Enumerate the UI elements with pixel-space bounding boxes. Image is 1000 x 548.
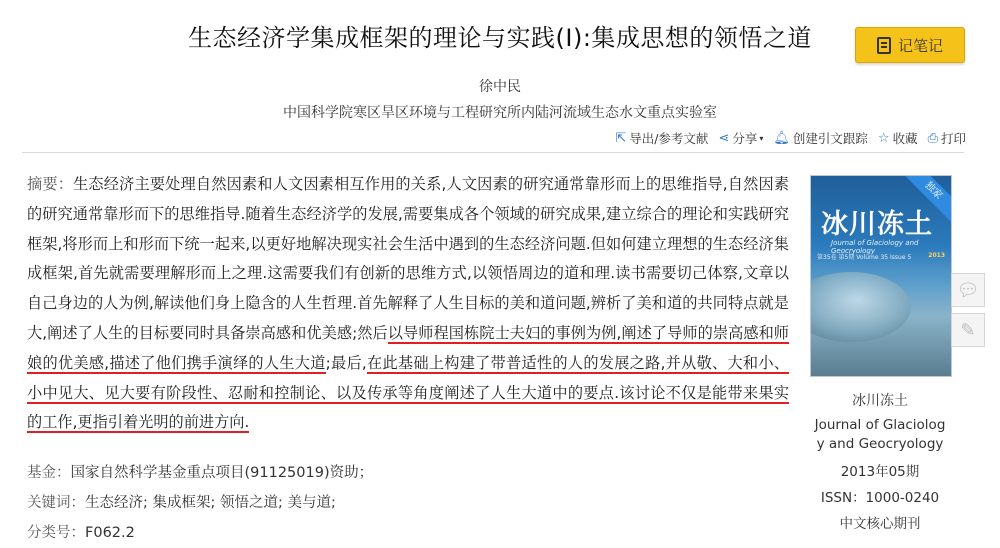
chevron-down-icon: ▾ bbox=[759, 133, 764, 143]
star-icon: ☆ bbox=[877, 130, 890, 146]
journal-issn: ISSN：1000-0240 bbox=[820, 490, 940, 506]
classification-value: F062.2 bbox=[85, 525, 135, 541]
export-icon: ⇱ bbox=[615, 130, 627, 146]
cover-globe-image bbox=[810, 272, 911, 342]
share-button[interactable] bbox=[718, 129, 763, 147]
print-button[interactable] bbox=[928, 129, 966, 147]
author-affiliation[interactable]: 中国科学院寒区旱区环境与工程研究所内陆河流域生态水文重点实验室 bbox=[283, 105, 717, 121]
bell-icon: 🔔︎ bbox=[773, 130, 790, 146]
journal-english-name-2[interactable]: y and Geocryology bbox=[816, 436, 944, 452]
keywords-value[interactable]: 生态经济; 集成框架; 领悟之道; 美与道; bbox=[85, 495, 336, 511]
classification-row bbox=[27, 521, 135, 542]
take-note-button[interactable] bbox=[855, 27, 965, 63]
citation-label: 创建引文跟踪 bbox=[792, 131, 868, 146]
abstract-label: 摘要： bbox=[27, 175, 74, 193]
exclusive-badge: 独家 bbox=[898, 175, 952, 226]
favorite-button[interactable] bbox=[878, 129, 918, 147]
abstract-highlight-1: 以导师程国栋院士夫妇的事例为例,阐述了导师的崇高感和师娘的优美感,描述了他们携手演绎的人生大道 bbox=[27, 323, 789, 372]
print-label: 打印 bbox=[940, 131, 966, 146]
fund-label: 基金： bbox=[27, 465, 71, 481]
journal-issue[interactable]: 2013年05期 bbox=[840, 464, 920, 480]
notebook-icon bbox=[877, 37, 891, 54]
journal-cover[interactable] bbox=[810, 175, 952, 377]
favorite-label: 收藏 bbox=[892, 131, 918, 146]
cover-subtitle: Journal of Glaciology and Geocryology bbox=[831, 239, 919, 255]
abstract-body: 生态经济主要处理自然因素和人文因素相互作用的关系,人文因素的研究通常靠形而上的思维指导,自然因素的研究通常靠形而下的思维指导.随着生态经济学的发展,需要集成各个领域的研究成果,建立综合的理论和实践研究框架,将形而上和形而下统一起来,以更好地解决现实社会生活中遇到的生态经济问题.但如何建立理想的生态经济集成框架,首先就需要理解形而上之理.这需要我们有创新的思维方式,以领悟周边的道和理.读书需要切己体察,文章以自己身边的人为例,解读他们身上隐含的人生哲理.首先解释了人生目标的美和道问题,辨析了美和道的共同特点就是大,阐述了人生的目标要同时具备崇高感和优美感;然后 bbox=[27, 175, 790, 342]
citation-tracking-button[interactable] bbox=[773, 129, 868, 147]
cover-year: 2013 bbox=[928, 252, 945, 259]
fund-row bbox=[27, 461, 373, 482]
journal-name[interactable]: 冰川冻土 bbox=[852, 393, 908, 409]
comment-icon[interactable]: 💬︎ bbox=[951, 273, 985, 307]
abstract-highlight-3: .该讨论不仅是能带来果实的工作,更指引着光明的前进方向. bbox=[27, 383, 790, 432]
pencil-icon[interactable]: ✎ bbox=[951, 313, 985, 347]
cover-issue: 第35卷 第5期 Volume 35 Issue 5 bbox=[817, 254, 912, 261]
journal-core-badge: 中文核心期刊 bbox=[839, 516, 921, 532]
cover-issue-line bbox=[817, 252, 945, 261]
classification-label: 分类号： bbox=[27, 525, 85, 541]
abstract-text bbox=[27, 170, 789, 438]
article-toolbar bbox=[605, 129, 966, 147]
journal-english-name-1[interactable]: Journal of Glaciolog bbox=[814, 417, 946, 433]
keywords-row bbox=[27, 491, 336, 512]
export-reference-button[interactable] bbox=[615, 129, 708, 147]
author-name[interactable]: 徐中民 bbox=[479, 79, 521, 95]
keywords-label: 关键词： bbox=[27, 495, 85, 511]
printer-icon: ⎙ bbox=[927, 130, 938, 146]
share-icon: ⋖ bbox=[718, 130, 730, 146]
cover-title: 冰川冻土 bbox=[821, 209, 933, 240]
abstract-body-2: ;最后, bbox=[325, 353, 367, 372]
header-divider bbox=[22, 152, 964, 153]
side-tools bbox=[951, 273, 985, 353]
export-label: 导出/参考文献 bbox=[629, 131, 709, 146]
abstract-highlight-2: 在此基础上构建了带普适性的人的发展之路,并从敬、大和小、小中见大、见大要有阶段性、忍耐和控制论、以及传承等角度阐述了人生大道中的要点 bbox=[27, 353, 790, 402]
take-note-label: 记笔记 bbox=[897, 36, 943, 55]
share-label: 分享 bbox=[732, 131, 758, 146]
article-title: 生态经济学集成框架的理论与实践(Ⅰ):集成思想的领悟之道 bbox=[188, 24, 812, 52]
fund-value[interactable]: 国家自然科学基金重点项目(91125019)资助； bbox=[70, 465, 374, 481]
